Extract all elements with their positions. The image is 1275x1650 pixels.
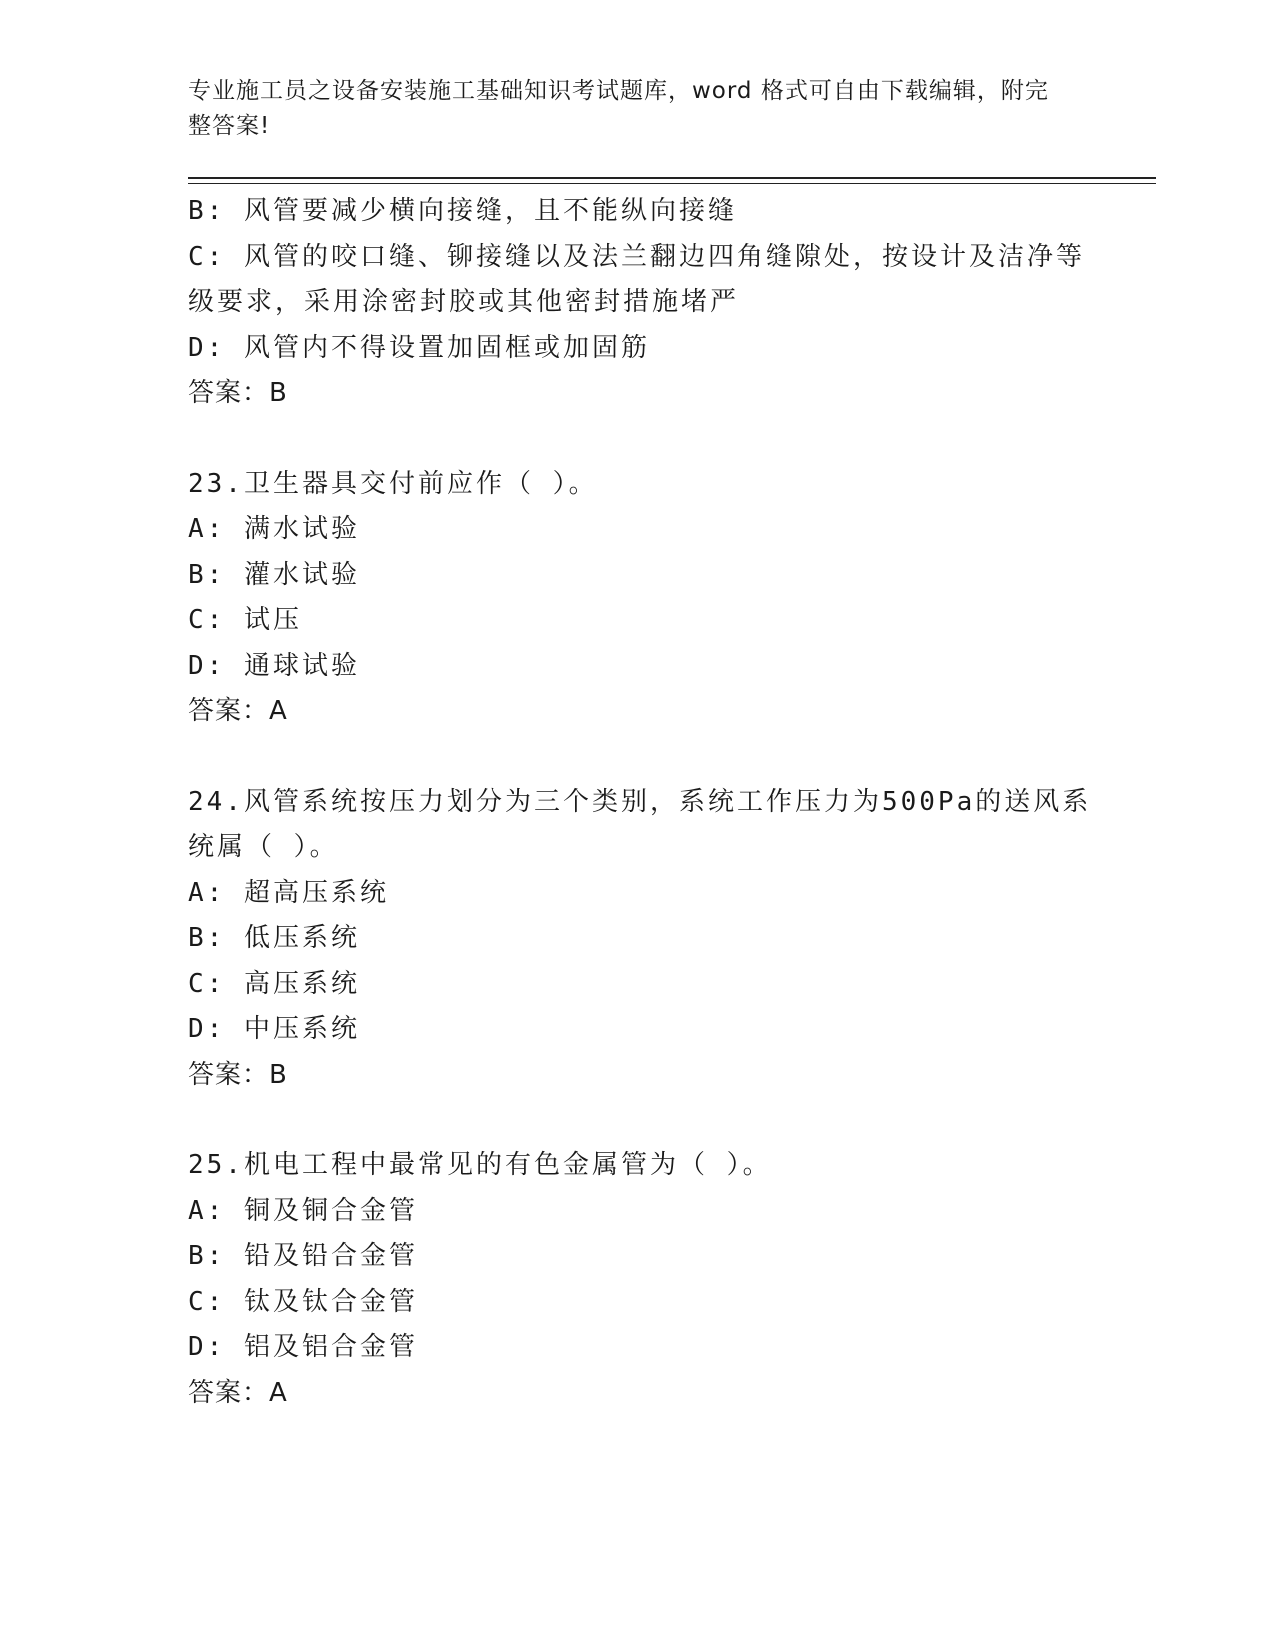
option-d: D: 通球试验 (188, 650, 360, 681)
option-d: D: 风管内不得设置加固框或加固筋 (188, 332, 650, 363)
option-d: D: 铝及铝合金管 (188, 1332, 418, 1362)
option-a: A: 满水试验 (188, 514, 360, 544)
header-divider-thin (188, 183, 1156, 184)
question-block-23 (188, 462, 1088, 735)
question-stem: 24.风管系统按压力划分为三个类别，系统工作压力为500Pa的送风系 (188, 786, 1092, 817)
answer-line: 答案：B (188, 378, 288, 408)
question-stem: 23.卫生器具交付前应作（ ）。 (188, 468, 598, 499)
question-list (188, 189, 1092, 1416)
spacer (188, 417, 1088, 462)
option-c: C: 钛及钛合金管 (188, 1286, 418, 1317)
question-block-continued (188, 189, 1088, 417)
option-b: B: 低压系统 (188, 923, 360, 953)
option-a: A: 铜及铜合金管 (188, 1195, 418, 1226)
document-header (188, 74, 1068, 144)
question-stem-continued: 统属（ ）。 (188, 832, 339, 862)
header-line-1: 专业施工员之设备安装施工基础知识考试题库，word 格式可自由下载编辑，附完 (188, 78, 1049, 104)
answer-line: 答案：A (188, 1377, 288, 1408)
answer-line: 答案：A (188, 696, 288, 726)
option-c: C: 风管的咬口缝、铆接缝以及法兰翻边四角缝隙处，按设计及洁净等 (188, 241, 1085, 272)
option-c: C: 试压 (188, 605, 302, 635)
option-c-continued: 级要求，采用涂密封胶或其他密封措施堵严 (188, 287, 740, 317)
option-b: B: 风管要减少横向接缝，且不能纵向接缝 (188, 196, 737, 226)
option-b: B: 铅及铅合金管 (188, 1241, 418, 1271)
option-d: D: 中压系统 (188, 1014, 360, 1044)
question-block-25 (188, 1143, 1088, 1416)
option-b: B: 灌水试验 (188, 559, 360, 590)
spacer (188, 1098, 1088, 1143)
question-stem: 25.机电工程中最常见的有色金属管为（ ）。 (188, 1150, 772, 1180)
answer-line: 答案：B (188, 1059, 288, 1090)
option-a: A: 超高压系统 (188, 877, 389, 908)
option-c: C: 高压系统 (188, 968, 360, 999)
spacer (188, 735, 1088, 780)
header-line-2: 整答案! (188, 113, 271, 139)
header-divider-thick (188, 177, 1156, 179)
question-block-24 (188, 780, 1092, 1099)
